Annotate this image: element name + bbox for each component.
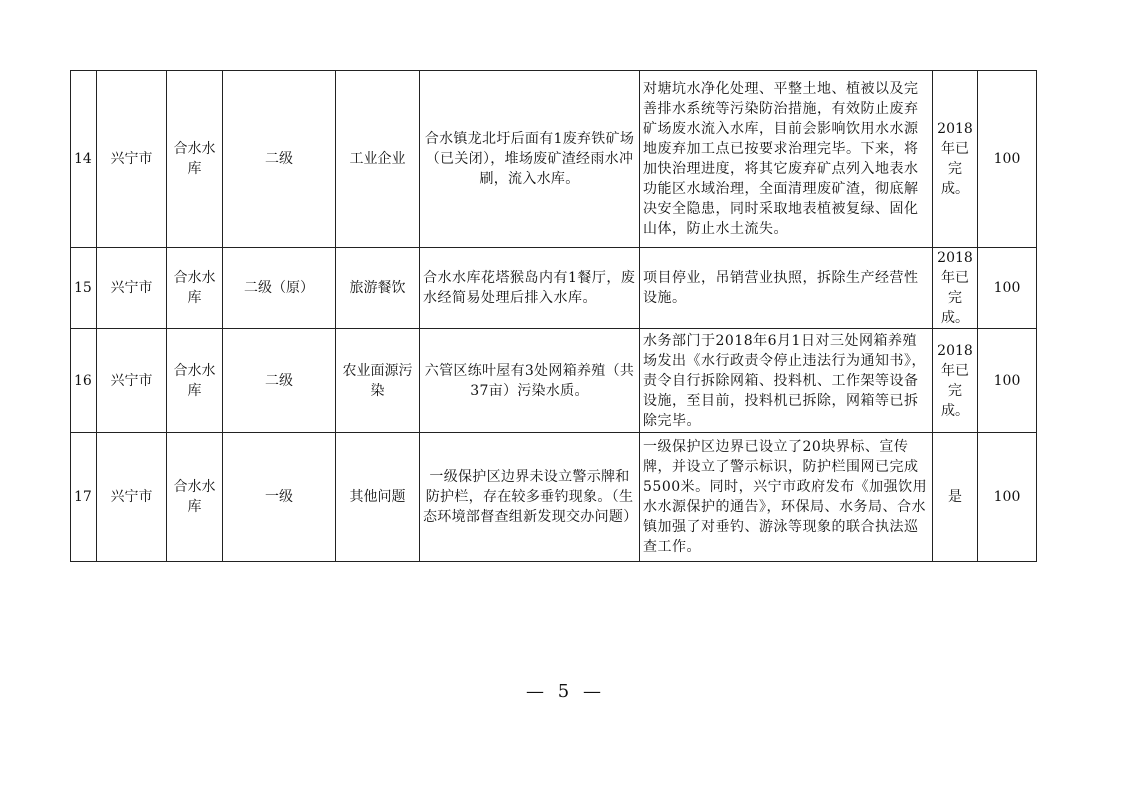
problem-description-cell: 合水水库花塔猴岛内有1餐厅，废水经简易处理后排入水库。 [420,248,640,329]
table-row [71,433,1037,562]
city-cell: 兴宁市 [97,71,167,248]
rectification-measures-cell: 项目停业，吊销营业执照，拆除生产经营性设施。 [640,248,933,329]
reservoir-cell: 合水水库 [167,433,223,562]
table-row [71,248,1037,329]
category-cell: 旅游餐饮 [336,248,420,329]
score-cell: 100 [978,433,1037,562]
rectification-measures-cell: 对塘坑水净化处理、平整土地、植被以及完善排水系统等污染防治措施，有效防止废弃矿场废水流入水库，目前会影响饮用水水源地废弃加工点已按要求治理完毕。下来，将加快治理进度，将其它废弃矿点列入地表水功能区水域治理，全面清理废矿渣，彻底解决安全隐患，同时采取地表植被复绿、固化山体，防止水土流失。 [640,71,933,248]
category-cell: 工业企业 [336,71,420,248]
completion-status-cell: 2018年已完成。 [933,248,978,329]
category-cell: 其他问题 [336,433,420,562]
row-number: 15 [71,248,97,329]
table-row [71,71,1037,248]
row-number: 16 [71,329,97,433]
reservoir-cell: 合水水库 [167,329,223,433]
rectification-measures-cell: 一级保护区边界已设立了20块界标、宣传牌，并设立了警示标识，防护栏围网已完成5500米。同时，兴宁市政府发布《加强饮用水水源保护的通告》，环保局、水务局、合水镇加强了对垂钓、游泳等现象的联合执法巡查工作。 [640,433,933,562]
score-cell: 100 [978,71,1037,248]
score-cell: 100 [978,329,1037,433]
row-number: 14 [71,71,97,248]
completion-status-cell: 2018年已完成。 [933,329,978,433]
reservoir-cell: 合水水库 [167,248,223,329]
rectification-measures-cell: 水务部门于2018年6月1日对三处网箱养殖场发出《水行政责令停止违法行为通知书》，责令自行拆除网箱、投料机、工作架等设备设施，至目前，投料机已拆除，网箱等已拆除完毕。 [640,329,933,433]
score-cell: 100 [978,248,1037,329]
protection-level-cell: 一级 [223,433,336,562]
city-cell: 兴宁市 [97,248,167,329]
protection-level-cell: 二级 [223,71,336,248]
problem-description-cell: 六管区练叶屋有3处网箱养殖（共37亩）污染水质。 [420,329,640,433]
city-cell: 兴宁市 [97,329,167,433]
protection-level-cell: 二级 [223,329,336,433]
problem-description-cell: 合水镇龙北圩后面有1废弃铁矿场（已关闭），堆场废矿渣经雨水冲刷，流入水库。 [420,71,640,248]
problem-description-cell: 一级保护区边界未设立警示牌和防护栏，存在较多垂钓现象。（生态环境部督查组新发现交办问题） [420,433,640,562]
row-number: 17 [71,433,97,562]
completion-status-cell: 2018年已完成。 [933,71,978,248]
city-cell: 兴宁市 [97,433,167,562]
problem-rectification-table [70,70,1037,562]
table-row [71,329,1037,433]
protection-level-cell: 二级（原） [223,248,336,329]
category-cell: 农业面源污染 [336,329,420,433]
reservoir-cell: 合水水库 [167,71,223,248]
completion-status-cell: 是 [933,433,978,562]
page-number: — 5 — [526,681,605,702]
